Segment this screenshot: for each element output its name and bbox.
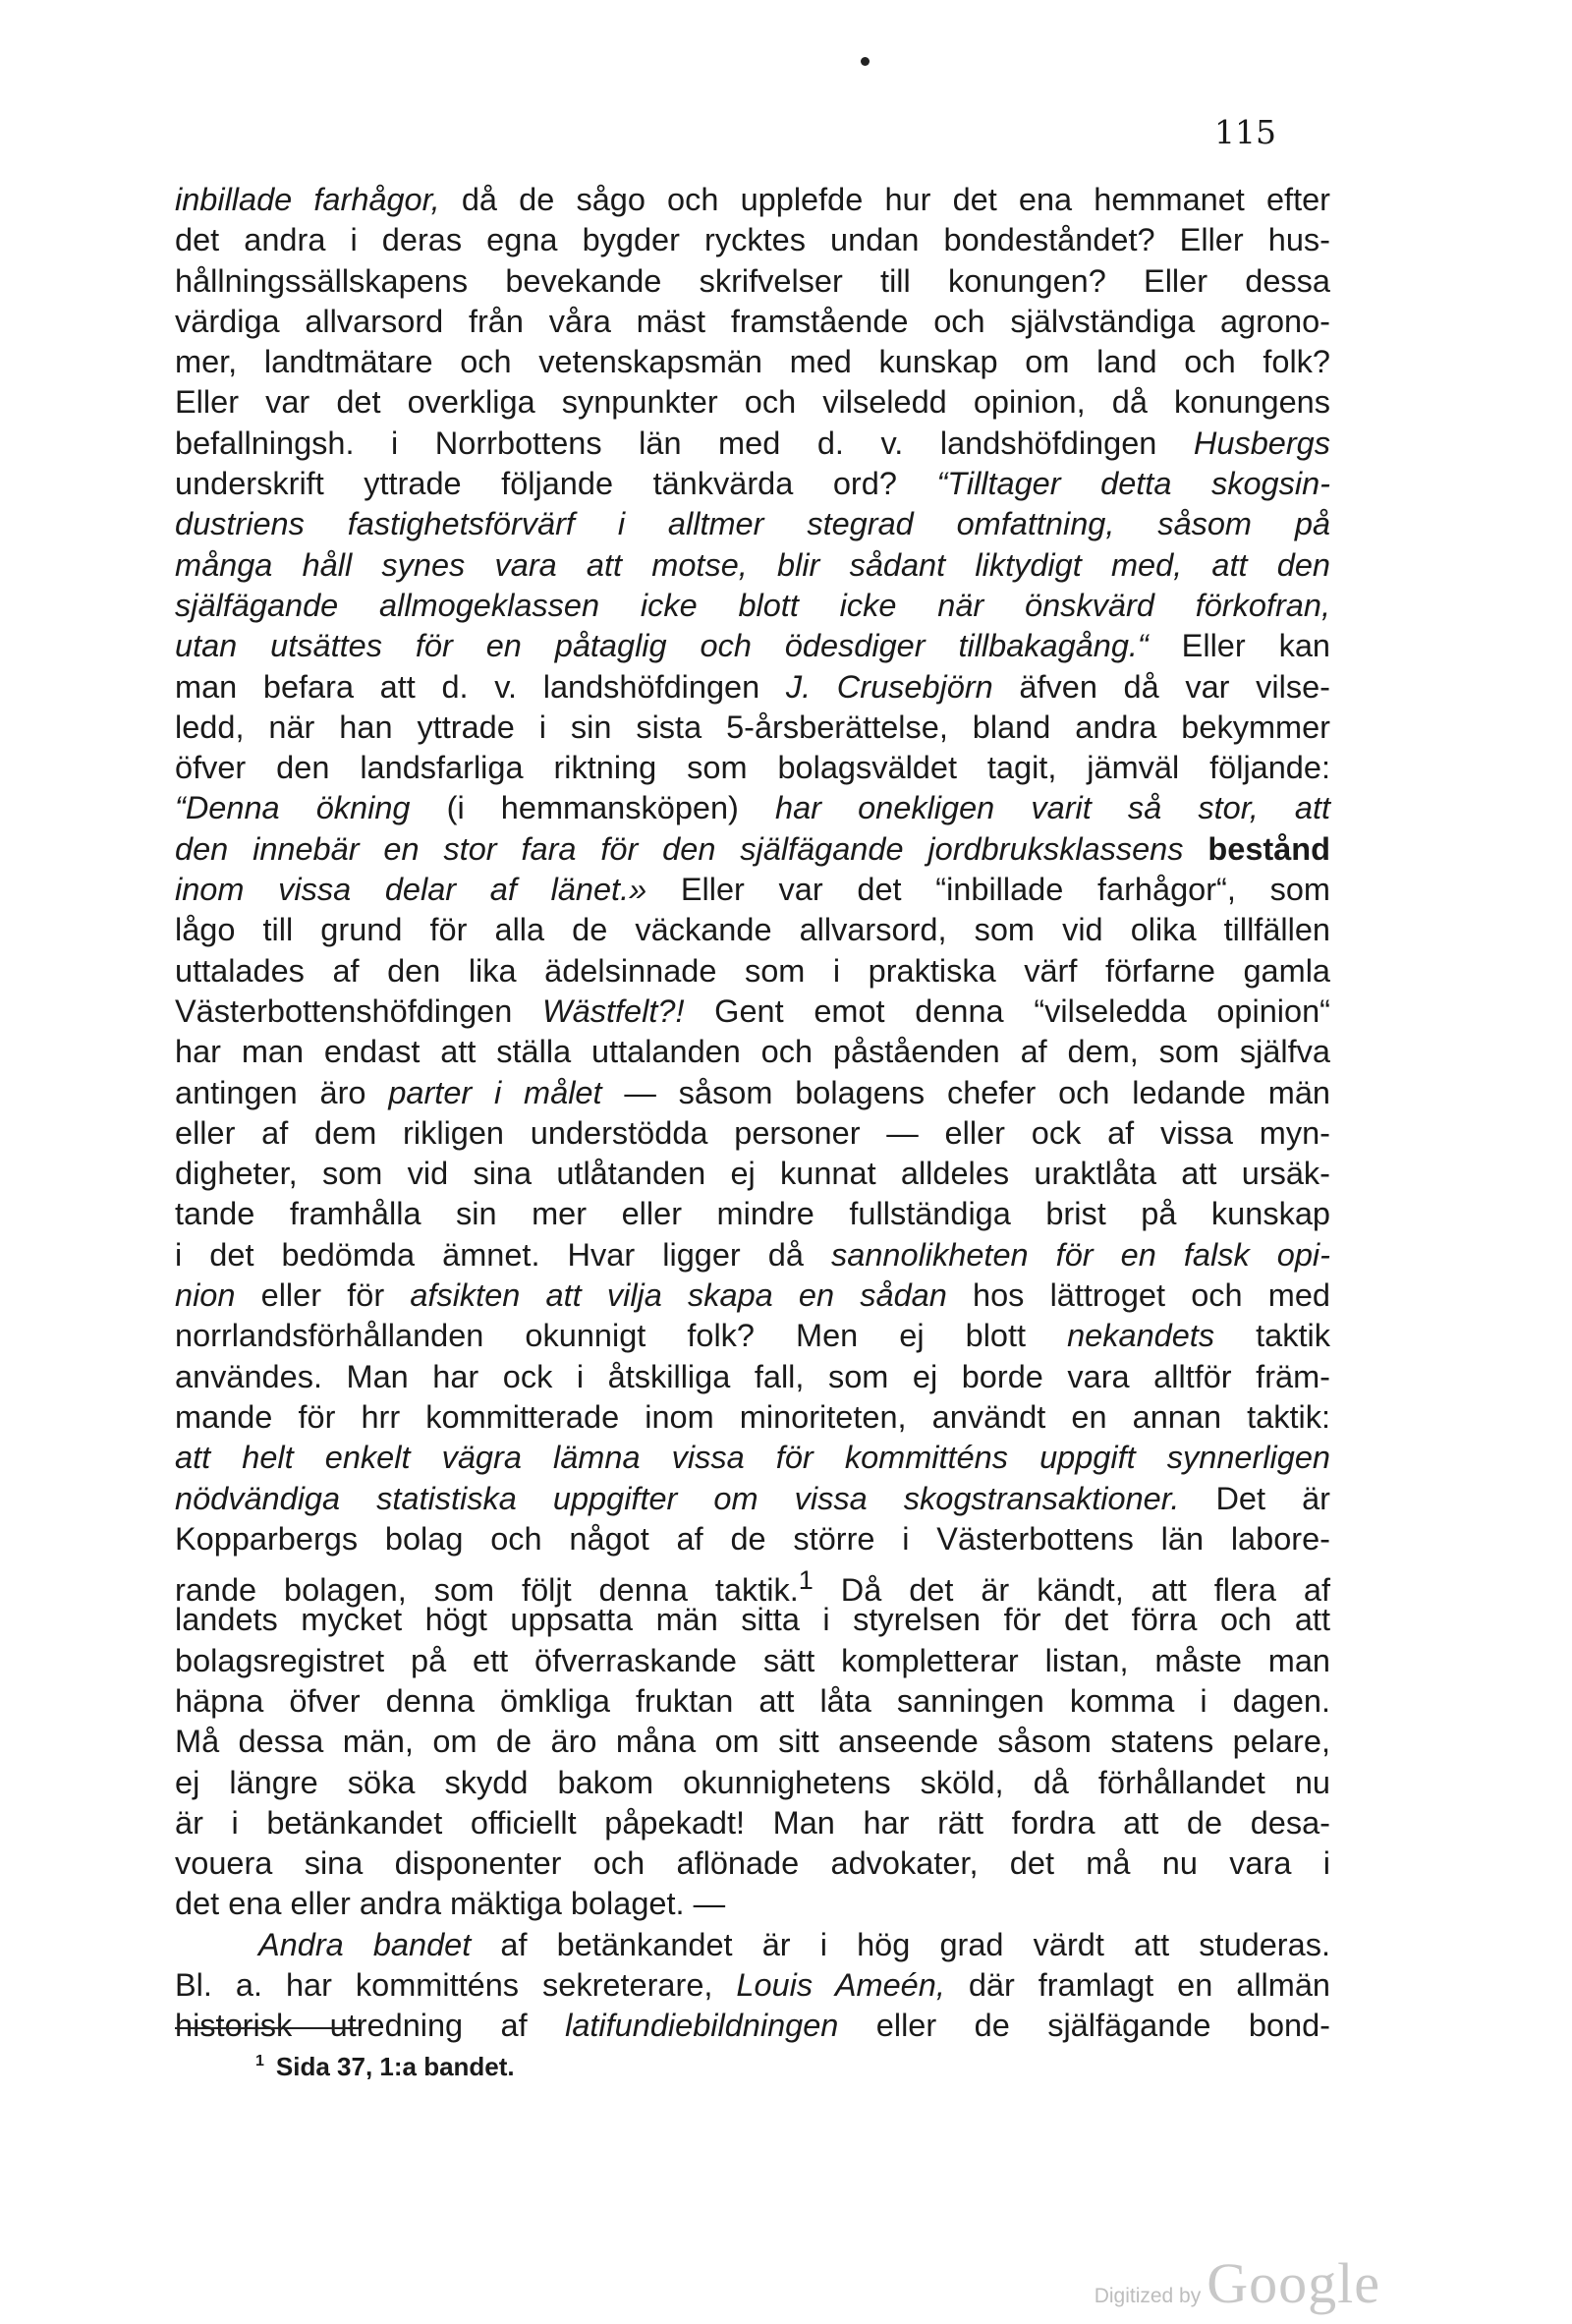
google-logo: Google [1207, 2251, 1380, 2315]
text-line: uttalades af den lika ädelsinnade som i praktiska värf förfarne gamla [175, 952, 1330, 989]
text-line: att helt enkelt vägra lämna vissa för kommitténs uppgift synnerligen [175, 1440, 1330, 1476]
text-line: “Denna ökning (i hemmansköpen) har onekligen varit så stor, att [175, 790, 1331, 826]
footnote [255, 2052, 515, 2082]
text-line: befallningsh. i Norrbottens län med d. v. landshöfdingen Husbergs [175, 425, 1330, 461]
text-line: digheter, som vid sina utlåtanden ej kunnat alldeles uraktlåta att ursäk- [175, 1156, 1330, 1192]
page-number: 115 [1214, 113, 1276, 151]
watermark-prefix: Digitized by [1094, 2285, 1202, 2307]
text-line: mer, landtmätare och vetenskapsmän med kunskap om land och folk? [175, 344, 1330, 380]
footnote-divider [175, 2027, 362, 2029]
text-line: det ena eller andra mäktiga bolaget. — [175, 1886, 726, 1922]
text-line: vouera sina disponenter och aflönade advokater, det må nu vara i [175, 1845, 1330, 1882]
text-line: själfägande allmogeklassen icke blott icke när önskvärd förkofran, [175, 587, 1330, 623]
text-line: hållningssällskapens bevekande skrifvelser till konungen? Eller dessa [175, 262, 1330, 299]
text-line: tande framhålla sin mer eller mindre fullständiga brist på kunskap [175, 1196, 1330, 1232]
text-line: ej längre söka skydd bakom okunnighetens sköld, då förhållandet nu [175, 1764, 1330, 1800]
text-line: antingen äro parter i målet — såsom bolagens chefer och ledande män [175, 1074, 1331, 1110]
text-line: inbillade farhågor, då de sågo och upplefde hur det ena hemmanet efter [175, 182, 1330, 217]
text-line: har man endast att ställa uttalanden och påståenden af dem, som själfva [175, 1034, 1330, 1070]
text-line: Västerbottenshöfdingen Wästfelt?! Gent emot denna “vilseledda opinion“ [175, 992, 1330, 1029]
footnote-marker: 1 [255, 2053, 264, 2070]
text-line: norrlandsförhållanden okunnigt folk? Men ej blott nekandets taktik [175, 1318, 1330, 1354]
text-line: det andra i deras egna bygder rycktes undan bondeståndet? Eller hus- [175, 222, 1330, 258]
text-line: häpna öfver denna ömkliga fruktan att låta sanningen komma i dagen. [175, 1682, 1330, 1719]
text-line: underskrift yttrade följande tänkvärda ord? “Tilltager detta skogsin- [175, 466, 1330, 502]
text-line: ledd, när han yttrade i sin sista 5-årsberättelse, bland andra bekymmer [175, 709, 1330, 745]
text-line: användes. Man har ock i åtskilliga fall, som ej borde vara alltför främ- [175, 1358, 1330, 1394]
text-line: nion eller för afsikten att vilja skapa en sådan hos lättroget och med [175, 1277, 1330, 1314]
digitized-by-google-watermark [1095, 2250, 1380, 2316]
text-line: historisk utredning af latifundiebildningen eller de själfägande bond- [175, 2008, 1330, 2044]
text-line: öfver den landsfarliga riktning som bolagsväldet tagit, jämväl följande: [175, 750, 1330, 786]
text-line: värdiga allvarsord från våra mäst framstående och självständiga agrono- [175, 303, 1330, 339]
text-line: den innebär en stor fara för den själfägande jordbruksklassens bestånd [175, 830, 1331, 867]
text-line: man befara att d. v. landshöfdingen J. Crusebjörn äfven då var vilse- [175, 668, 1330, 705]
text-line: inom vissa delar af länet.» Eller var det “inbillade farhågor“, som [175, 872, 1330, 908]
text-line: dustriens fastighetsförvärf i alltmer stegrad omfattning, såsom på [175, 506, 1330, 542]
text-line: Eller var det overkliga synpunkter och vilseledd opinion, då konungens [175, 384, 1330, 421]
text-line: många håll synes vara att motse, blir sådant liktydigt med, att den [175, 546, 1330, 583]
text-line: bolagsregistret på ett öfverraskande sätt kompletterar listan, måste man [175, 1642, 1330, 1678]
footnote-text: Sida 37, 1:a bandet. [275, 2052, 515, 2081]
text-line: Må dessa män, om de äro måna om sitt anseende såsom statens pelare, [175, 1724, 1330, 1760]
text-line: landets mycket högt uppsatta män sitta i styrelsen för det förra och att [175, 1602, 1330, 1638]
text-line: rande bolagen, som följt denna taktik.$^1$ Då det är kändt, att flera af [175, 1564, 1330, 1608]
text-line: Andra bandet af betänkandet är i hög grad värdt att studeras. [258, 1926, 1330, 1962]
text-line: i det bedömda ämnet. Hvar ligger då sannolikheten för en falsk opi- [175, 1236, 1330, 1273]
text-line: nödvändiga statistiska uppgifter om vissa skogstransaktioner. Det är [175, 1480, 1330, 1516]
body-text [175, 180, 1330, 2047]
text-line: mande för hrr kommitterade inom minoriteten, användt en annan taktik: [175, 1398, 1330, 1435]
text-line: är i betänkandet officiellt påpekadt! Man har rätt fordra att de desa- [175, 1804, 1330, 1841]
text-line: Kopparbergs bolag och något af de större i Västerbottens län labore- [175, 1520, 1330, 1557]
text-line: lågo till grund för alla de väckande allvarsord, som vid olika tillfällen [175, 912, 1330, 948]
print-speck [861, 57, 870, 66]
text-line: utan utsättes för en påtaglig och ödesdiger tillbakagång.“ Eller kan [175, 628, 1330, 664]
text-line: eller af dem rikligen understödda personer — eller ock af vissa myn- [175, 1114, 1330, 1151]
text-line: Bl. a. har kommitténs sekreterare, Louis Ameén, där framlagt en allmän [175, 1967, 1330, 2004]
